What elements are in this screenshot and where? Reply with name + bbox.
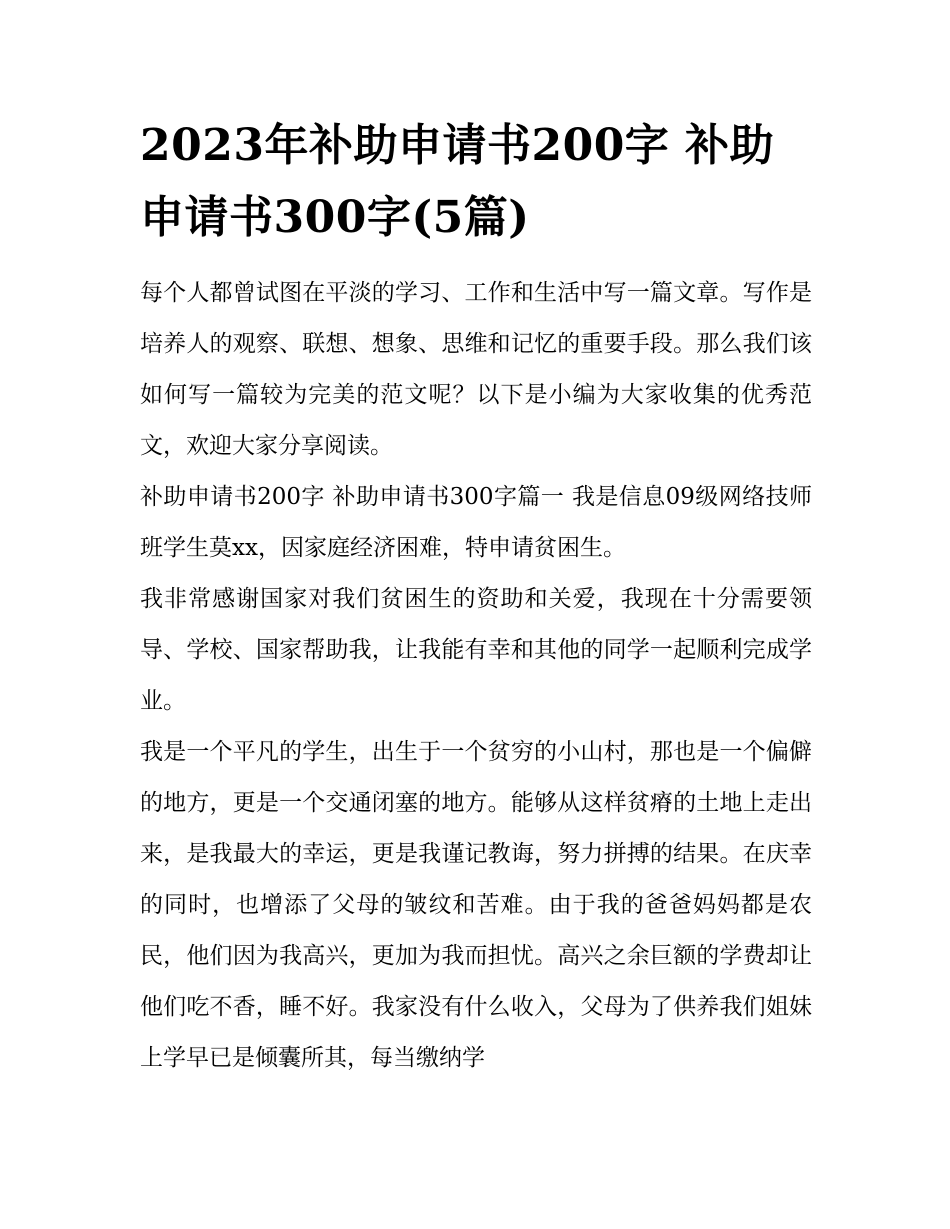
- paragraph-intro: 每个人都曾试图在平淡的学习、工作和生活中写一篇文章。写作是培养人的观察、联想、想象、思维和记忆的重要手段。那么我们该如何写一篇较为完美的范文呢？以下是小编为大家收集的优秀范文，欢迎大家分享阅读。: [140, 280, 812, 459]
- paragraph-thanks: 我非常感谢国家对我们贫困生的资助和关爱，我现在十分需要领导、学校、国家帮助我，让我能有幸和其他的同学一起顺利完成学业。: [140, 586, 812, 714]
- document-title: 2023年补助申请书200字 补助申请书300字(5篇): [140, 120, 775, 243]
- paragraph-applicant: 补助申请书200字 补助申请书300字篇一 我是信息09级网络技师班学生莫xx，因家庭经济困难，特申请贫困生。: [140, 484, 812, 561]
- paragraph-background: 我是一个平凡的学生，出生于一个贫穷的小山村，那也是一个偏僻的地方，更是一个交通闭塞的地方。能够从这样贫瘠的土地上走出来，是我最大的幸运，更是我谨记教诲，努力拼搏的结果。在庆幸的同时，也增添了父母的皱纹和苦难。由于我的爸爸妈妈都是农民，他们因为我高兴，更加为我而担忧。高兴之余巨额的学费却让他们吃不香，睡不好。我家没有什么收入，父母为了供养我们姐妹上学早已是倾囊所其，每当缴纳学: [140, 739, 812, 1071]
- document-page: [140, 110, 812, 1084]
